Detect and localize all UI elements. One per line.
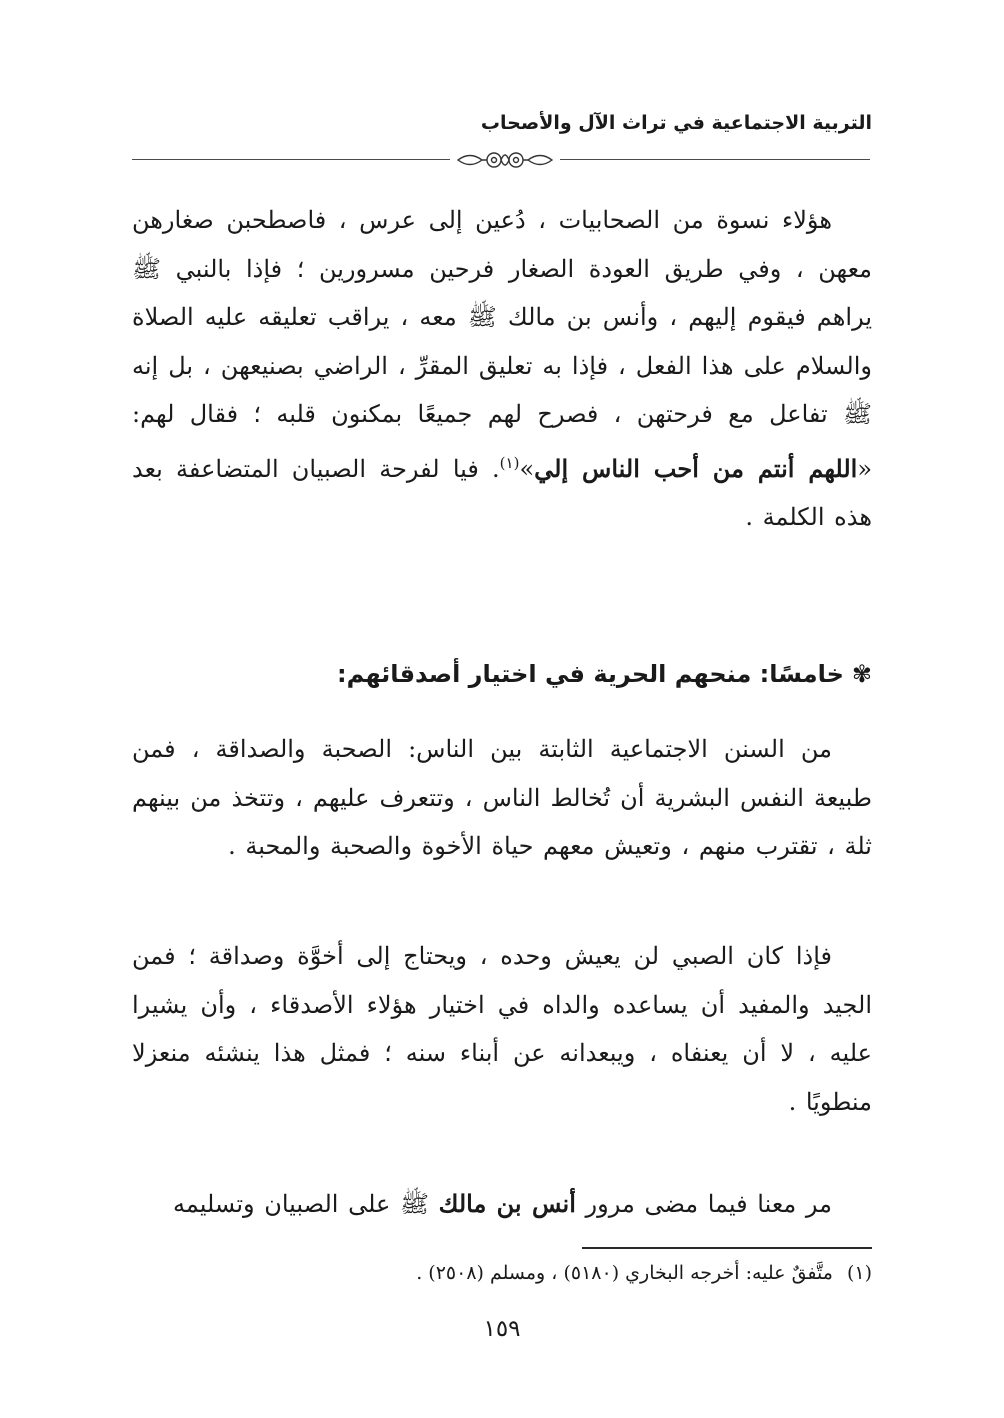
footnote-rule xyxy=(582,1247,872,1249)
paragraph-1-ending: . فيا لفرحة الصبيان المتضاعفة بعد هذه الكلمة . xyxy=(132,454,872,531)
paragraph-3: فإذا كان الصبي لن يعيش وحده ، ويحتاج إلى أخوَّة وصداقة ؛ فمن الجيد والمفيد أن يساعده والداه في اختيار هؤلاء الأصدقاء ، وأن يشيرا عليه ، لا أن يعنفاه ، ويبعدانه عن أبناء سنه ؛ فمثل هذا ينشئه منعزلا منطويًا . xyxy=(132,942,873,1116)
running-head-title: التربية الاجتماعية في تراث الآل والأصحاب xyxy=(480,112,872,134)
paragraph-1 xyxy=(132,196,872,542)
heading-flower-icon: ✾ xyxy=(851,660,872,688)
paragraph-4-text: مر معنا فيما مضى مرور xyxy=(575,1190,832,1218)
quote-close: » xyxy=(519,454,535,483)
footnote xyxy=(416,1262,872,1284)
header-ornament-icon xyxy=(450,145,560,175)
footnote-marker: (١) xyxy=(499,453,520,472)
footnote-number: (١) xyxy=(846,1262,872,1284)
paragraph-1-text: هؤلاء نسوة من الصحابيات ، دُعين إلى عرس ، فاصطحبن صغارهن معهن ، وفي طريق العودة الصغار فرحين مسرورين ؛ فإذا بالنبي ﷺ يراهم فيقوم إليهم ، وأنس بن مالك ﷺ معه ، يراقب تعليقه عليه الصلاة والسلام على هذا الفعل ، فإذا به تعليق المقرِّ ، الراضي بصنيعهن ، بل إنه ﷺ تفاعل مع فرحتهن ، فصرح لهم جميعًا بمكنون قلبه ؛ فقال لهم: « xyxy=(132,206,872,483)
section-heading-text: خامسًا: منحهم الحرية في اختيار أصدقائهم: xyxy=(337,660,844,688)
page-number: ١٥٩ xyxy=(483,1316,521,1342)
paragraph-2: من السنن الاجتماعية الثابتة بين الناس: الصحبة والصداقة ، فمن طبيعة النفس البشرية أن تُخالط الناس ، وتتعرف عليهم ، وتتخذ من بينهم ثلة ، تقترب منهم ، وتعيش معهم حياة الأخوة والصحبة والمحبة . xyxy=(132,735,872,860)
paragraph-4-ending: ﷺ على الصبيان وتسليمه xyxy=(172,1190,439,1218)
prophet-quote: اللهم أنتم من أحب الناس إلي xyxy=(534,453,858,483)
section-heading xyxy=(337,660,872,688)
companion-name: أنس بن مالك xyxy=(438,1189,576,1218)
footnote-text: متَّفقٌ عليه: أخرجه البخاري (٥١٨٠) ، ومسلم (٢٥٠٨) . xyxy=(416,1262,833,1284)
paragraph-4 xyxy=(132,1180,872,1229)
